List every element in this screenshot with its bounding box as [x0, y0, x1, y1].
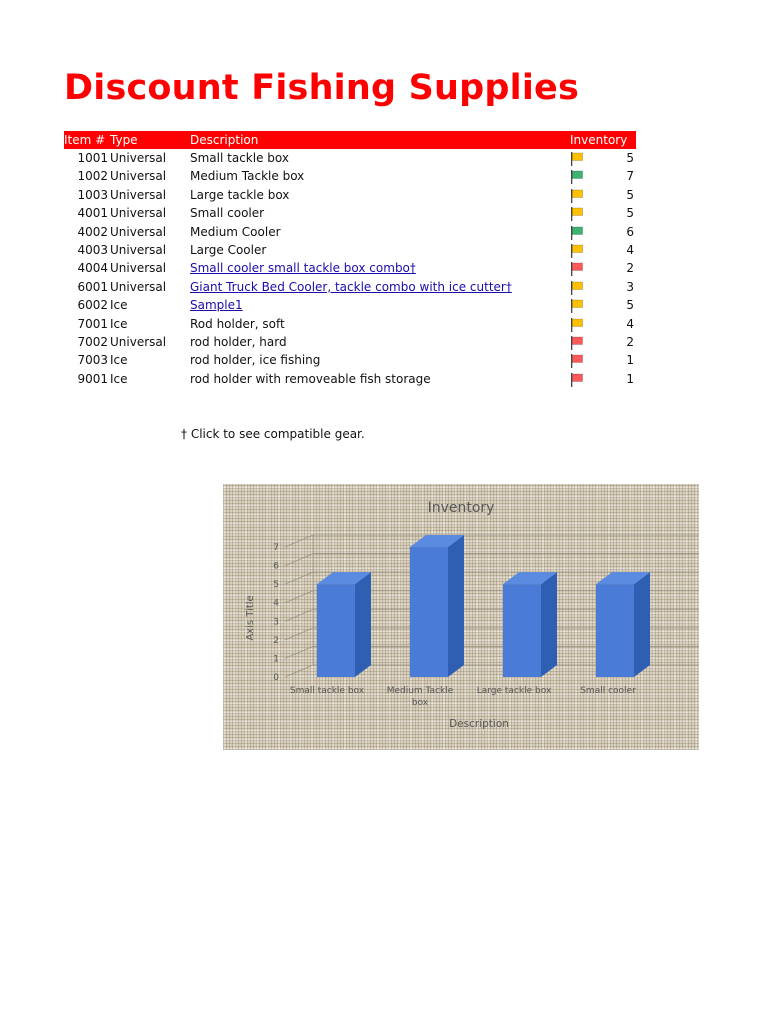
inventory-table: [64, 131, 636, 388]
gridline-diagonal: [285, 628, 313, 640]
flag-icon: [570, 189, 584, 203]
item-number-cell: 9001: [77, 371, 108, 386]
flag-icon: [570, 299, 584, 313]
inventory-count: 7: [626, 169, 634, 184]
gridline-diagonal: [285, 554, 313, 566]
item-number-cell: 6002: [77, 298, 108, 313]
y-tick-label: 7: [273, 543, 279, 553]
description-cell: Large tackle box: [190, 187, 290, 202]
flag-icon: [570, 170, 584, 184]
y-axis-title: Axis Title: [245, 595, 256, 641]
inventory-count: 5: [626, 151, 634, 165]
type-cell: Ice: [110, 316, 128, 331]
table-row: [64, 259, 636, 277]
item-number-cell: 6001: [77, 279, 108, 294]
item-number-cell: 4001: [77, 206, 108, 221]
flag-icon: [570, 318, 584, 332]
header-description: Description: [190, 133, 259, 147]
table-row: [64, 223, 636, 241]
type-cell: Universal: [110, 151, 167, 165]
inventory-count: 4: [626, 242, 634, 257]
flag-icon: [570, 281, 584, 295]
table-row: [64, 351, 636, 369]
inventory-count: 5: [626, 187, 634, 202]
type-cell: Universal: [110, 334, 167, 349]
inventory-count: 2: [626, 261, 634, 276]
description-cell: Rod holder, soft: [190, 316, 285, 331]
type-cell: Ice: [110, 371, 128, 386]
type-cell: Universal: [110, 261, 167, 276]
table-header-row: [64, 131, 636, 149]
gridline-diagonal: [285, 609, 313, 621]
table-row: [64, 333, 636, 351]
chart-title: Inventory: [427, 500, 495, 516]
flag-icon: [570, 207, 584, 221]
flag-icon: [570, 226, 584, 240]
bar: [596, 584, 634, 677]
type-cell: Universal: [110, 187, 167, 202]
flag-icon: [570, 152, 584, 166]
inventory-count: 2: [626, 334, 634, 349]
type-cell: Universal: [110, 206, 167, 221]
bar-side: [541, 572, 557, 677]
chart-svg: [223, 484, 699, 750]
table-row: [64, 296, 636, 314]
gridline-diagonal: [285, 646, 313, 658]
description-cell: Large Cooler: [190, 242, 267, 257]
table-row: [64, 149, 636, 167]
inventory-count: 3: [626, 279, 634, 294]
bar-side: [448, 535, 464, 677]
item-number-cell: 4002: [77, 224, 108, 239]
x-tick-label: Small tackle box: [289, 686, 365, 696]
description-link[interactable]: Sample1: [190, 298, 243, 313]
flag-icon: [570, 354, 584, 368]
item-number-cell: 4004: [77, 261, 108, 276]
flag-icon: [570, 262, 584, 276]
type-cell: Universal: [110, 169, 167, 184]
page-title: Discount Fishing Supplies: [64, 68, 580, 108]
item-number-cell: 7002: [77, 334, 108, 349]
header-type: Type: [110, 133, 138, 147]
y-tick-label: 1: [273, 654, 279, 665]
description-cell: rod holder, ice fishing: [190, 353, 321, 368]
flag-icon: [570, 244, 584, 258]
y-tick-label: 4: [273, 598, 279, 609]
x-tick-label: Small cooler: [580, 686, 636, 696]
table-row: [64, 186, 636, 204]
type-cell: Universal: [110, 224, 167, 239]
item-number-cell: 7003: [77, 353, 108, 368]
inventory-count: 1: [626, 353, 634, 368]
y-tick-label: 3: [273, 617, 279, 628]
header-item-number: Item #: [64, 133, 106, 147]
bar: [317, 584, 355, 677]
y-tick-label: 6: [273, 561, 279, 572]
type-cell: Universal: [110, 279, 167, 294]
description-link[interactable]: Small cooler small tackle box combo†: [190, 261, 416, 276]
y-tick-label: 0: [273, 673, 279, 683]
inventory-count: 5: [626, 298, 634, 313]
gridline-diagonal: [285, 665, 313, 677]
flag-icon: [570, 336, 584, 350]
description-cell: rod holder with removeable fish storage: [190, 371, 431, 386]
table-body: [64, 149, 636, 388]
item-number-cell: 1002: [77, 169, 108, 184]
table-row: [64, 370, 636, 388]
gridline-diagonal: [285, 535, 313, 547]
description-cell: Medium Tackle box: [190, 169, 305, 184]
bar: [410, 547, 448, 677]
table-row: [64, 241, 636, 259]
type-cell: Universal: [110, 242, 167, 257]
type-cell: Ice: [110, 298, 128, 313]
table-row: [64, 167, 636, 185]
type-cell: Ice: [110, 353, 128, 368]
description-link[interactable]: Giant Truck Bed Cooler, tackle combo with ice cutter†: [190, 279, 512, 294]
description-cell: Medium Cooler: [190, 224, 281, 239]
table-row: [64, 278, 636, 296]
header-inventory: Inventory: [570, 133, 628, 147]
y-tick-label: 5: [273, 580, 279, 591]
gridline-diagonal: [285, 572, 313, 584]
item-number-cell: 1003: [77, 187, 108, 202]
item-number-cell: 4003: [77, 242, 108, 257]
description-cell: Small tackle box: [190, 151, 289, 165]
table-row: [64, 315, 636, 333]
bar-side: [634, 572, 650, 677]
x-axis-title: Description: [449, 718, 509, 730]
flag-icon: [570, 373, 584, 387]
item-number-cell: 1001: [77, 151, 108, 165]
bar-side: [355, 572, 371, 677]
x-tick-label: Large tackle box: [476, 686, 552, 696]
table-row: [64, 204, 636, 222]
inventory-count: 4: [626, 316, 634, 331]
bar: [503, 584, 541, 677]
inventory-count: 1: [626, 371, 634, 386]
footnote: † Click to see compatible gear.: [181, 427, 365, 441]
inventory-count: 5: [626, 206, 634, 221]
x-tick-label: Medium Tackle box: [386, 686, 454, 708]
inventory-count: 6: [626, 224, 634, 239]
item-number-cell: 7001: [77, 316, 108, 331]
inventory-chart: [223, 484, 699, 750]
gridline-diagonal: [285, 591, 313, 603]
description-cell: Small cooler: [190, 206, 265, 221]
description-cell: rod holder, hard: [190, 334, 287, 349]
y-tick-label: 2: [273, 635, 279, 646]
